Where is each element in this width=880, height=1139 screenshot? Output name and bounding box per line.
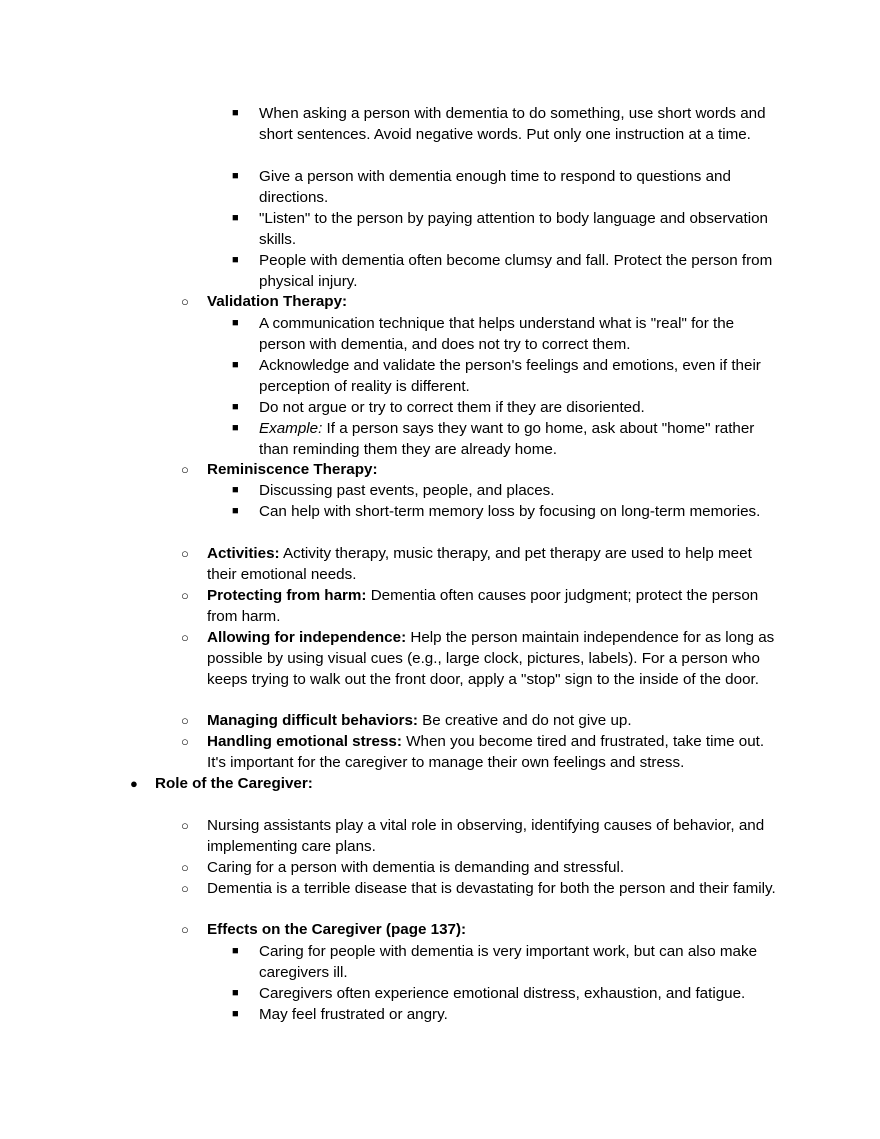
circle-bullet-icon: ○ (181, 713, 189, 728)
list-item (232, 418, 779, 460)
square-bullet-icon: ■ (232, 505, 239, 517)
circle-bullet-icon: ○ (181, 818, 189, 833)
circle-bullet-icon: ○ (181, 922, 189, 937)
list-item-text: Can help with short-term memory loss by focusing on long-term memories. (259, 503, 761, 520)
circle-bullet-icon: ○ (181, 588, 189, 603)
item-text: Be creative and do not give up. (417, 712, 632, 729)
square-bullet-icon: ■ (232, 107, 239, 119)
list-item (181, 815, 779, 857)
heading-text: Effects on the Caregiver (page 137): (207, 921, 467, 938)
list-item (232, 103, 779, 145)
heading-text: Validation Therapy: (207, 293, 348, 310)
list-item-text: Caring for people with dementia is very important work, but can also make caregivers ill. (259, 943, 758, 981)
disc-bullet-icon: ● (130, 776, 138, 791)
item-label: Allowing for independence: (207, 629, 407, 646)
circle-bullet-icon: ○ (181, 546, 189, 561)
list-item-text: Nursing assistants play a vital role in observing, identifying causes of behavior, and implementing care plans. (207, 817, 765, 855)
list-item-text: Dementia is a terrible disease that is devastating for both the person and their family. (207, 880, 776, 897)
item-text: Dementia often causes poor judgment; protect the person from harm. (207, 587, 759, 625)
circle-bullet-icon: ○ (181, 630, 189, 645)
list-item (232, 501, 779, 522)
list-item-emotional-stress (181, 731, 779, 773)
circle-bullet-icon: ○ (181, 881, 189, 896)
circle-bullet-icon: ○ (181, 462, 189, 477)
heading-text: Role of the Caregiver: (155, 775, 313, 792)
list-item (181, 878, 779, 899)
list-item-independence (181, 627, 779, 690)
list-item (181, 857, 779, 878)
list-item-text: Discussing past events, people, and places. (259, 482, 555, 499)
square-bullet-icon: ■ (232, 422, 239, 434)
item-label: Activities: (207, 545, 280, 562)
circle-bullet-icon: ○ (181, 734, 189, 749)
list-item-protecting (181, 585, 779, 627)
section-heading-validation-therapy (181, 291, 779, 312)
list-item-text: Caregivers often experience emotional distress, exhaustion, and fatigue. (259, 985, 746, 1002)
square-bullet-icon: ■ (232, 987, 239, 999)
square-bullet-icon: ■ (232, 170, 239, 182)
list-item-text: "Listen" to the person by paying attention to body language and observation skills. (259, 210, 768, 248)
section-heading-reminiscence-therapy (181, 459, 779, 480)
list-item-text: May feel frustrated or angry. (259, 1006, 448, 1023)
item-label: Handling emotional stress: (207, 733, 402, 750)
list-item (232, 480, 779, 501)
circle-bullet-icon: ○ (181, 860, 189, 875)
example-label: Example: (259, 420, 323, 437)
list-item-text: If a person says they want to go home, ask about "home" rather than reminding them they are already home. (259, 420, 755, 458)
list-item-text: Acknowledge and validate the person's feelings and emotions, even if their perception of reality is different. (259, 357, 761, 395)
list-item-text: Caring for a person with dementia is demanding and stressful. (207, 859, 625, 876)
heading-text: Reminiscence Therapy: (207, 461, 378, 478)
list-item (232, 355, 779, 397)
list-item (232, 250, 779, 292)
list-item (232, 1004, 779, 1025)
list-item (232, 313, 779, 355)
square-bullet-icon: ■ (232, 317, 239, 329)
list-item (232, 166, 779, 208)
square-bullet-icon: ■ (232, 1008, 239, 1020)
list-item-text: When asking a person with dementia to do something, use short words and short sentences. Avoid negative words. Put only one instruction at a time. (259, 105, 766, 143)
list-item-text: People with dementia often become clumsy and fall. Protect the person from physical injury. (259, 252, 773, 290)
square-bullet-icon: ■ (232, 359, 239, 371)
item-text: Activity therapy, music therapy, and pet therapy are used to help meet their emotional needs. (207, 545, 752, 583)
circle-bullet-icon: ○ (181, 294, 189, 309)
list-item (232, 983, 779, 1004)
square-bullet-icon: ■ (232, 212, 239, 224)
square-bullet-icon: ■ (232, 254, 239, 266)
list-item-activities (181, 543, 779, 585)
list-item (232, 397, 779, 418)
list-item-text: A communication technique that helps understand what is "real" for the person with dementia, and does not try to correct them. (259, 315, 735, 353)
list-item-text: Give a person with dementia enough time to respond to questions and directions. (259, 168, 731, 206)
section-heading-role-of-caregiver (130, 773, 779, 794)
item-text: Help the person maintain independence for as long as possible by using visual cues (e.g., large clock, pictures, labels). For a person who keeps trying to walk out the front door, apply a "stop" sign to the inside of the door. (207, 629, 775, 688)
list-item-text: Do not argue or try to correct them if they are disoriented. (259, 399, 645, 416)
section-heading-effects-on-caregiver (181, 919, 779, 940)
item-label: Managing difficult behaviors: (207, 712, 418, 729)
item-label: Protecting from harm: (207, 587, 367, 604)
square-bullet-icon: ■ (232, 401, 239, 413)
square-bullet-icon: ■ (232, 484, 239, 496)
list-item (232, 208, 779, 250)
list-item (232, 941, 779, 983)
item-text: When you become tired and frustrated, take time out. It's important for the caregiver to manage their own feelings and stress. (207, 733, 765, 771)
square-bullet-icon: ■ (232, 945, 239, 957)
list-item-difficult-behaviors (181, 710, 779, 731)
